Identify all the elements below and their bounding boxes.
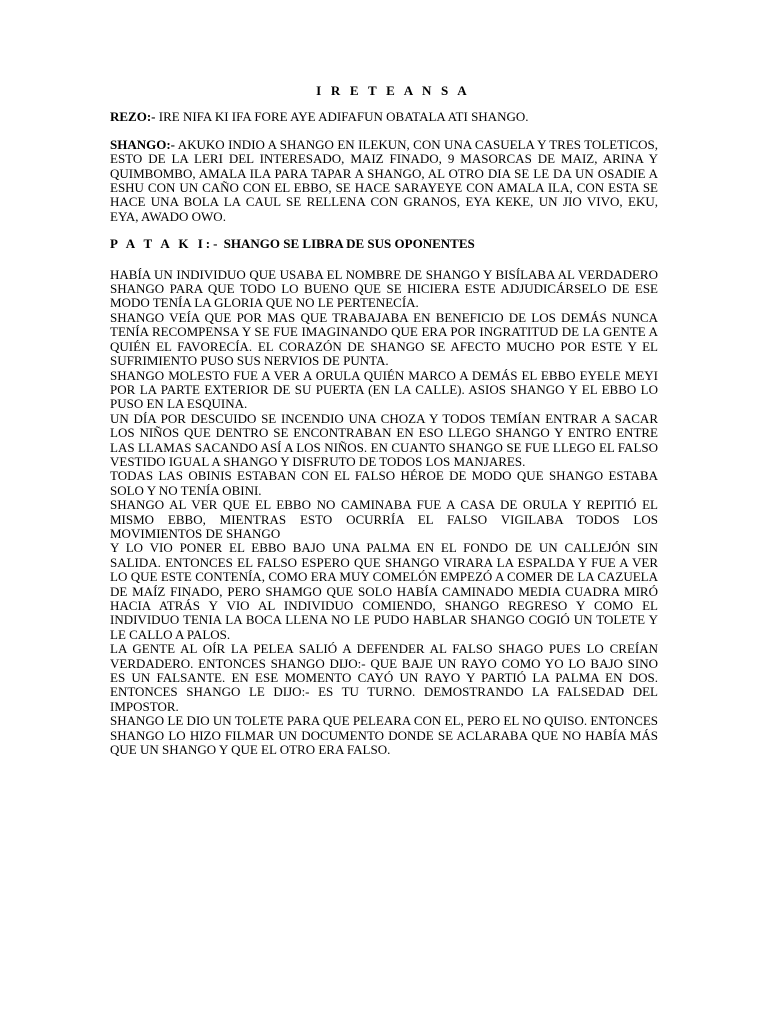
story-paragraph: TODAS LAS OBINIS ESTABAN CON EL FALSO HÉROE DE MODO QUE SHANGO ESTABA SOLO Y NO TENÍA OBINI. — [110, 468, 658, 498]
pataki-title: SHANGO SE LIBRA DE SUS OPONENTES — [220, 236, 475, 252]
story-paragraph: UN DÍA POR DESCUIDO SE INCENDIO UNA CHOZA Y TODOS TEMÍAN ENTRAR A SACAR LOS NIÑOS QUE DENTRO SE ENCONTRABAN EN ESO LLEGO SHANGO Y ENTRO ENTRE LAS LLAMAS SACANDO ASÍ A LOS NIÑOS. EN CUANTO SHANGO SE FUE LLEGO EL FALSO VESTIDO IGUAL A SHANGO Y DISFRUTO DE TODOS LOS MANJARES. — [110, 410, 658, 469]
story-paragraph: SHANGO LE DIO UN TOLETE PARA QUE PELEARA CON EL, PERO EL NO QUISO. ENTONCES SHANGO LO HIZO FILMAR UN DOCUMENTO DONDE SE ACLARABA QUE NO HABÍA MÁS QUE UN SHANGO Y QUE EL OTRO ERA FALSO. — [110, 713, 658, 758]
shango-label: SHANGO:- — [110, 136, 175, 152]
story-paragraph: LA GENTE AL OÍR LA PELEA SALIÓ A DEFENDER AL FALSO SHAGO PUES LO CREÍAN VERDADERO. ENTONCES SHANGO DIJO:- QUE BAJE UN RAYO COMO YO LO BAJO SINO ES UN FALSANTE. EN ESE MOMENTO CAYÓ UN RAYO Y PARTIÓ LA PALMA EN DOS. ENTONCES SHANGO LE DIJO:- ES TU TURNO. DEMOSTRANDO LA FALSEDAD DEL IMPOSTOR. — [110, 641, 658, 714]
document-title: I R E T E A N S A — [316, 83, 470, 98]
document-body — [110, 84, 658, 757]
story-paragraph: SHANGO MOLESTO FUE A VER A ORULA QUIÉN MARCO A DEMÁS EL EBBO EYELE MEYI POR LA PARTE EXTERIOR DE SU PUERTA (EN LA CALLE). ASIOS SHANGO Y EL EBBO LO PUSO EN LA ESQUINA. — [110, 367, 658, 412]
story-paragraph: HABÍA UN INDIVIDUO QUE USABA EL NOMBRE DE SHANGO Y BISÍLABA AL VERDADERO SHANGO PARA QUE TODO LO BUENO QUE SE HICIERA ESTE ADJUDICÁRSELO DE ESE MODO TENÍA LA GLORIA QUE NO LE PERTENECÍA. — [110, 266, 658, 311]
shango-paragraph — [110, 138, 658, 224]
story-paragraph: SHANGO VEÍA QUE POR MAS QUE TRABAJABA EN BENEFICIO DE LOS DEMÁS NUNCA TENÍA RECOMPENSA Y SE FUE IMAGINANDO QUE ERA POR INGRATITUD DE LA GENTE A QUIÉN EL FAVORECÍA. EL CORAZÓN DE SHANGO SE AFECTO MUCHO POR ESTE Y EL SUFRIMIENTO PUSO SUS NERVIOS DE PUNTA. — [110, 309, 658, 369]
shango-text: AKUKO INDIO A SHANGO EN ILEKUN, CON UNA CASUELA Y TRES TOLETICOS, ESTO DE LA LERI DEL INTERESADO, MAIZ FINADO, 9 MASORCAS DE MAIZ, ARINA Y QUIMBOMBO, AMALA ILA PARA TAPAR A SHANGO, AL OTRO DIA SE LE DA UN OSADIE A ESHU CON UN CAÑO CON EL EBBO, SE HACE SARAYEYE CON AMALA ILA, CON ESTA SE HACE UNA BOLA LA CAUL SE RELLENA CON GRANOS, EYA KEKE, UN JIO VIVO, EKU, EYA, AWADO OWO. — [110, 136, 658, 224]
rezo-paragraph — [110, 110, 658, 124]
story-paragraph: SHANGO AL VER QUE EL EBBO NO CAMINABA FUE A CASA DE ORULA Y REPITIÓ EL MISMO EBBO, MIENTRAS ESTO OCURRÍA EL FALSO VIGILABA TODOS LOS MOVIMIENTOS DE SHANGO — [110, 497, 658, 541]
pataki-label: P A T A K I:- — [110, 236, 221, 252]
rezo-text: IRE NIFA KI IFA FORE AYE ADIFAFUN OBATALA ATI SHANGO. — [155, 109, 529, 125]
pataki-story — [110, 268, 658, 758]
pataki-heading — [110, 237, 658, 251]
story-paragraph: Y LO VIO PONER EL EBBO BAJO UNA PALMA EN EL FONDO DE UN CALLEJÓN SIN SALIDA. ENTONCES EL FALSO ESPERO QUE SHANGO VIRARA LA ESPALDA Y FUE A VER LO QUE ESTE CONTENÍA, COMO ERA MUY COMELÓN EMPEZÓ A COMER DE LA CAZUELA DE MAÍZ FINADO, PERO SHAMGO QUE SOLO HABÍA CAMINADO MEDIA CUADRA MIRÓ HACIA ATRÁS Y VIO AL INDIVIDUO COMIENDO, SHANGO REGRESO Y COMO EL INDIVIDUO TENIA LA BOCA LLENA NO LE PUDO HABLAR SHANGO COGIÓ UN TOLETE Y LE CALLO A PALOS. — [110, 540, 658, 642]
rezo-label: REZO:- — [110, 109, 156, 125]
